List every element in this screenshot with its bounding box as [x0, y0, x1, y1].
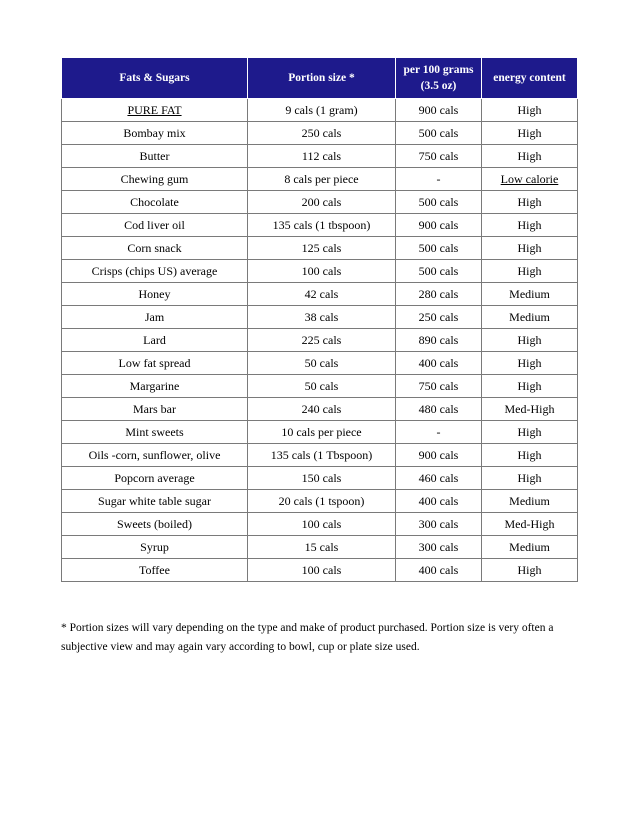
- food-name-cell: Mint sweets: [62, 421, 248, 444]
- energy-content-cell: Med-High: [482, 398, 578, 421]
- portion-size-cell: 112 cals: [248, 145, 396, 168]
- table-header-row: [62, 58, 578, 99]
- header-per-100-grams: per 100 grams (3.5 oz): [396, 58, 482, 99]
- table-row: [62, 536, 578, 559]
- table-row: [62, 122, 578, 145]
- energy-content-cell: High: [482, 145, 578, 168]
- per-100g-cell: 300 cals: [396, 536, 482, 559]
- food-name-cell: Jam: [62, 306, 248, 329]
- table-row: [62, 467, 578, 490]
- per-100g-cell: 400 cals: [396, 490, 482, 513]
- food-name-cell: Cod liver oil: [62, 214, 248, 237]
- energy-content-cell: High: [482, 99, 578, 122]
- per-100g-cell: 900 cals: [396, 99, 482, 122]
- food-name-cell: Margarine: [62, 375, 248, 398]
- per-100g-cell: 900 cals: [396, 444, 482, 467]
- energy-content-cell: High: [482, 559, 578, 582]
- table-row: [62, 260, 578, 283]
- per-100g-cell: 280 cals: [396, 283, 482, 306]
- energy-content-cell: Medium: [482, 490, 578, 513]
- energy-content-cell: Medium: [482, 283, 578, 306]
- energy-content-cell: High: [482, 467, 578, 490]
- energy-content-cell: High: [482, 191, 578, 214]
- per-100g-cell: 500 cals: [396, 260, 482, 283]
- food-name-cell: Toffee: [62, 559, 248, 582]
- portion-size-cell: 38 cals: [248, 306, 396, 329]
- per-100g-cell: 400 cals: [396, 559, 482, 582]
- energy-content-cell: High: [482, 421, 578, 444]
- portion-size-cell: 15 cals: [248, 536, 396, 559]
- table-row: [62, 145, 578, 168]
- per-100g-cell: 750 cals: [396, 145, 482, 168]
- per-100g-cell: -: [396, 168, 482, 191]
- portion-size-cell: 250 cals: [248, 122, 396, 145]
- portion-size-cell: 50 cals: [248, 375, 396, 398]
- energy-content-cell: High: [482, 375, 578, 398]
- food-name-cell: Popcorn average: [62, 467, 248, 490]
- portion-size-cell: 125 cals: [248, 237, 396, 260]
- table-row: [62, 168, 578, 191]
- food-name-cell: PURE FAT: [62, 99, 248, 122]
- portion-size-cell: 20 cals (1 tspoon): [248, 490, 396, 513]
- portion-size-cell: 100 cals: [248, 513, 396, 536]
- per-100g-cell: 460 cals: [396, 467, 482, 490]
- per-100g-cell: 500 cals: [396, 237, 482, 260]
- table-row: [62, 329, 578, 352]
- portion-size-cell: 50 cals: [248, 352, 396, 375]
- energy-content-cell: High: [482, 237, 578, 260]
- per-100g-cell: 900 cals: [396, 214, 482, 237]
- table-row: [62, 214, 578, 237]
- table-row: [62, 559, 578, 582]
- table-row: [62, 490, 578, 513]
- portion-size-cell: 135 cals (1 tbspoon): [248, 214, 396, 237]
- header-energy-content: energy content: [482, 58, 578, 99]
- header-portion-size: Portion size *: [248, 58, 396, 99]
- portion-size-cell: 200 cals: [248, 191, 396, 214]
- table-row: [62, 99, 578, 122]
- per-100g-cell: 890 cals: [396, 329, 482, 352]
- portion-size-cell: 8 cals per piece: [248, 168, 396, 191]
- per-100g-cell: 500 cals: [396, 191, 482, 214]
- per-100g-cell: 400 cals: [396, 352, 482, 375]
- table-row: [62, 398, 578, 421]
- energy-content-cell: High: [482, 329, 578, 352]
- energy-content-cell: Med-High: [482, 513, 578, 536]
- per-100g-cell: 250 cals: [396, 306, 482, 329]
- food-name-cell: Chocolate: [62, 191, 248, 214]
- per-100g-cell: 300 cals: [396, 513, 482, 536]
- per-100g-cell: 500 cals: [396, 122, 482, 145]
- fats-sugars-table: [61, 57, 578, 582]
- portion-size-cell: 42 cals: [248, 283, 396, 306]
- energy-content-cell: High: [482, 444, 578, 467]
- energy-content-cell: High: [482, 352, 578, 375]
- food-name-cell: Butter: [62, 145, 248, 168]
- table-row: [62, 237, 578, 260]
- food-name-cell: Sweets (boiled): [62, 513, 248, 536]
- table-row: [62, 352, 578, 375]
- header-food: Fats & Sugars: [62, 58, 248, 99]
- food-name-cell: Corn snack: [62, 237, 248, 260]
- food-name-cell: Low fat spread: [62, 352, 248, 375]
- energy-content-cell: High: [482, 122, 578, 145]
- portion-size-cell: 135 cals (1 Tbspoon): [248, 444, 396, 467]
- energy-content-cell: Medium: [482, 306, 578, 329]
- food-name-cell: Syrup: [62, 536, 248, 559]
- table-row: [62, 375, 578, 398]
- food-name-cell: Sugar white table sugar: [62, 490, 248, 513]
- energy-content-cell: Medium: [482, 536, 578, 559]
- per-100g-cell: 480 cals: [396, 398, 482, 421]
- food-name-cell: Chewing gum: [62, 168, 248, 191]
- table-header: [62, 58, 578, 99]
- food-name-cell: Lard: [62, 329, 248, 352]
- per-100g-cell: -: [396, 421, 482, 444]
- portion-size-cell: 100 cals: [248, 260, 396, 283]
- portion-size-cell: 240 cals: [248, 398, 396, 421]
- table-row: [62, 283, 578, 306]
- portion-size-cell: 225 cals: [248, 329, 396, 352]
- table-row: [62, 513, 578, 536]
- energy-content-cell: Low calorie: [482, 168, 578, 191]
- energy-content-cell: High: [482, 260, 578, 283]
- food-name-cell: Bombay mix: [62, 122, 248, 145]
- table-row: [62, 444, 578, 467]
- portion-size-cell: 9 cals (1 gram): [248, 99, 396, 122]
- table-body: [62, 99, 578, 582]
- portion-size-footnote: * Portion sizes will vary depending on the type and make of product purchased. Portion size is very often a subjective view and may again vary according to bowl, cup or plate size used.: [61, 621, 554, 653]
- portion-size-cell: 100 cals: [248, 559, 396, 582]
- table-row: [62, 306, 578, 329]
- table-row: [62, 191, 578, 214]
- table-row: [62, 421, 578, 444]
- portion-size-cell: 150 cals: [248, 467, 396, 490]
- per-100g-cell: 750 cals: [396, 375, 482, 398]
- portion-size-cell: 10 cals per piece: [248, 421, 396, 444]
- energy-content-cell: High: [482, 214, 578, 237]
- food-name-cell: Mars bar: [62, 398, 248, 421]
- food-name-cell: Honey: [62, 283, 248, 306]
- food-name-cell: Crisps (chips US) average: [62, 260, 248, 283]
- food-name-cell: Oils -corn, sunflower, olive: [62, 444, 248, 467]
